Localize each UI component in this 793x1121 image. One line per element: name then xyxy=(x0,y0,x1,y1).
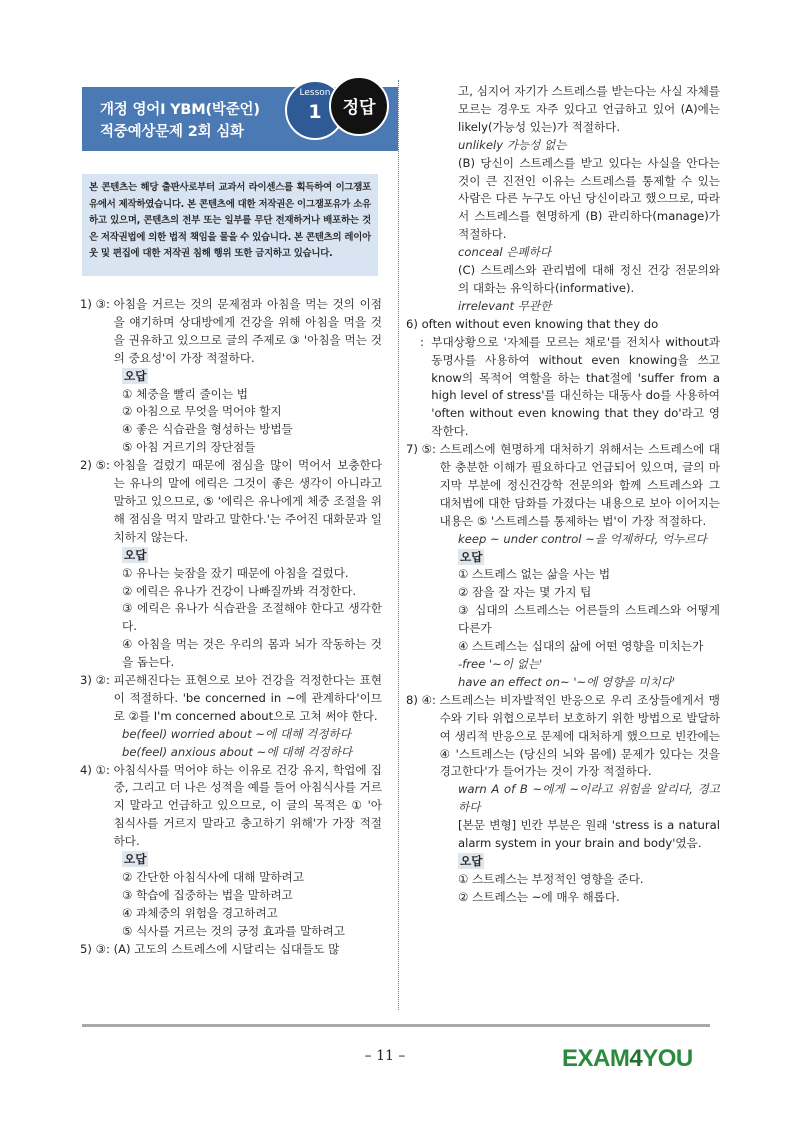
logo-text-exam: EXAM xyxy=(562,1045,630,1072)
answer-label: 정답 xyxy=(342,98,376,118)
answer-number: 2) ⑤: xyxy=(80,458,114,473)
logo-text-you: YOU xyxy=(642,1045,693,1072)
option-line: ② 잠을 잘 자는 몇 가지 팁 xyxy=(458,585,592,600)
lesson-label: Lesson xyxy=(299,88,331,98)
vocab-note: conceal 은폐하다 xyxy=(458,245,552,260)
column-divider xyxy=(398,80,399,1010)
answer-explanation-b: (B) 당신이 스트레스를 받고 있다는 사실을 안다는 것이 큰 진전인 이유는 스트레스를 통제할 수 있는 사람은 다른 누구도 아닌 당신이라고 했으므로, 따라서 스트레스를 현명하게 (B) 관리하다(manage)가 적절하다. xyxy=(458,155,720,242)
wrong-answer-tag: 오답 xyxy=(124,368,147,383)
answer-text: often without even knowing that they do xyxy=(421,316,659,331)
variant-note: [본문 변형] 빈칸 부분은 원래 'stress is a natural alarm system in your brain and body'였음. xyxy=(458,818,720,851)
answer-badge xyxy=(329,76,389,136)
answer-number: 1) ③: xyxy=(80,297,114,311)
answer-item-6 xyxy=(406,316,720,334)
right-column xyxy=(406,83,720,907)
exam4you-logo xyxy=(562,1045,693,1073)
answer-item-6-explain: : 부대상황으로 '자체를 모르는 채로'를 전치사 without과 동명사를 사용하여 without even knowing을 쓰고 know의 목적어 역할을 하는 that절에 'suffer from a high level of stress'를 대신하는 대동사 do를 사용하여 'often without even knowing that they do'라고 영작한다. xyxy=(420,334,720,441)
option-line: ② 스트레스는 ~에 매우 해롭다. xyxy=(458,889,620,904)
vocab-note: irrelevant 무관한 xyxy=(458,298,552,313)
answer-explanation-c: (C) 스트레스와 관리법에 대해 정신 건강 전문의와의 대화는 유익하다(informative). xyxy=(458,263,720,295)
answer-item-2 xyxy=(80,457,382,547)
option-line: ⑤ 식사를 거르는 것의 긍정 효과를 말하려고 xyxy=(122,923,345,938)
answer-item-7 xyxy=(406,441,720,531)
wrong-answer-tag: 오답 xyxy=(460,853,483,868)
answer-item-4 xyxy=(80,762,382,852)
option-line: ⑤ 아침 거르기의 장단점들 xyxy=(122,440,256,455)
answer-number: 6) xyxy=(406,316,422,331)
option-line: ② 아침으로 무엇을 먹어야 할지 xyxy=(122,404,282,419)
option-line: ④ 아침을 먹는 것은 우리의 몸과 뇌가 작동하는 것을 돕는다. xyxy=(122,637,382,670)
wrong-answer-tag: 오답 xyxy=(124,547,147,562)
vocab-note: keep ~ under control ~을 억제하다, 억누르다 xyxy=(458,531,707,546)
vocab-note: have an effect on~ '~에 영향을 미치다' xyxy=(458,674,676,689)
answer-item-5 xyxy=(80,941,382,959)
wrong-answer-tag: 오답 xyxy=(124,852,147,867)
answer-number: 3) ②: xyxy=(80,673,114,688)
vocab-note: be(feel) anxious about ~에 대해 걱정하다 xyxy=(122,744,353,759)
left-column xyxy=(80,296,382,959)
page-number: – 11 – xyxy=(364,1048,406,1064)
answer-number: 4) ①: xyxy=(80,762,114,777)
option-line: ③ 에릭은 유나가 식습관을 조절해야 한다고 생각한다. xyxy=(122,601,382,634)
answer-explanation: 아침을 거르는 것의 문제점과 아침을 먹는 것의 이점을 얘기하며 상대방에게 건강을 위해 아침을 먹을 것을 권유하고 있으므로 글의 주제로 ③ '아침을 먹는 것의 중요성'이 가장 적절하다. xyxy=(113,297,382,365)
option-line: ② 간단한 아침식사에 대해 말하려고 xyxy=(122,870,304,884)
answer-explanation: 스트레스에 현명하게 대처하기 위해서는 스트레스에 대한 충분한 이해가 필요하다고 언급되어 있으며, 글의 마지막 부분에 정신건강학 전문의와 함께 스트레스와 그 대처법에 대한 담화를 가졌다는 내용으로 보아 이어지는 내용은 ⑤ '스트레스를 통제하는 법'이 가장 적절하다. xyxy=(439,442,720,528)
document-title xyxy=(100,99,260,143)
option-line: ① 유나는 늦잠을 잤기 때문에 아침을 걸렀다. xyxy=(122,565,349,580)
title-line-2: 적중예상문제 2회 심화 xyxy=(100,124,244,140)
answer-item-8 xyxy=(406,692,720,782)
answer-number: 7) ⑤: xyxy=(406,442,440,457)
option-line: ① 체중을 빨리 줄이는 법 xyxy=(122,386,248,401)
option-line: ③ 학습에 집중하는 법을 말하려고 xyxy=(122,887,293,902)
answer-explanation: 부대상황으로 '자체를 모르는 채로'를 전치사 without과 동명사를 사용하여 without even knowing을 쓰고 know의 목적어 역할을 하는 that절에 'suffer from a high level of stress'를 대신하는 대동사 do를 사용하여 'often without even knowing that they do'라고 영작한다. xyxy=(431,334,720,439)
option-line: ③ 십대의 스트레스는 어른들의 스트레스와 어떻게 다른가 xyxy=(458,603,720,636)
answer-number: 5) ③: xyxy=(80,941,114,956)
answer-explanation: 아침을 걸렀기 때문에 점심을 많이 먹어서 보충한다는 유나의 말에 에릭은 그것이 좋은 생각이 아니라고 말하고 있으므로, ⑤ '에릭은 유나에게 체중 조절을 위해 점심을 먹지 말라고 말한다.'는 주어진 대화문과 일치하지 않는다. xyxy=(113,458,382,544)
lesson-number: 1 xyxy=(308,101,322,123)
answer-explanation: 스트레스는 비자발적인 반응으로 우리 조상들에게서 맹수와 기타 위협으로부터 보호하기 위한 방법으로 발달하여 생리적 반응으로 문제에 대처하게 했으므로 빈칸에는 ④ '스트레스는 (당신의 뇌와 몸에) 문제가 있다는 것을 경고한다'가 들어가는 것이 가장 적절하다. xyxy=(439,692,720,779)
answer-explanation: 피곤해진다는 표현으로 보아 건강을 걱정한다는 표현이 적절하다. 'be concerned in ~에 관계하다'이므로 ②를 I'm concerned about으로 고쳐 써야 한다. xyxy=(113,673,382,723)
wrong-answer-tag: 오답 xyxy=(460,549,483,564)
footer-rule xyxy=(82,1024,710,1027)
answer-number: 8) ④: xyxy=(406,692,440,707)
vocab-note: unlikely 가능성 없는 xyxy=(458,137,567,152)
option-line: ① 스트레스는 부정적인 영향을 준다. xyxy=(458,871,644,886)
vocab-note: warn A of B ~에게 ~이라고 위험을 알리다, 경고하다 xyxy=(458,782,720,815)
answer-item-1 xyxy=(80,296,382,368)
answer-item-3 xyxy=(80,672,382,726)
vocab-note: be(feel) worried about ~에 대해 걱정하다 xyxy=(122,726,351,741)
option-line: ② 에릭은 유나가 건강이 나빠질까봐 걱정한다. xyxy=(122,583,357,598)
answer-explanation-continued: 고, 심지어 자기가 스트레스를 받는다는 사실 자체를 모르는 경우도 자주 있다고 언급하고 있어 (A)에는 likely(가능성 있는)가 적절하다. xyxy=(458,84,720,134)
option-line: ① 스트레스 없는 삶을 사는 법 xyxy=(458,567,611,582)
answer-explanation: 아침식사를 먹어야 하는 이유로 건강 유지, 학업에 집중, 그리고 더 나은 성적을 예를 들어 아침식사를 거르지 말라고 언급하고 있으므로, 이 글의 목적은 ① '아침식사를 거르지 말라고 충고하기 위해'가 가장 적절하다. xyxy=(113,762,382,849)
vocab-note: -free '~이 없는' xyxy=(458,657,543,671)
copyright-notice xyxy=(82,174,378,276)
option-line: ④ 스트레스는 십대의 삶에 어떤 영향을 미치는가 xyxy=(458,639,704,654)
title-line-1: 개정 영어I YBM(박준언) xyxy=(100,102,260,118)
option-line: ④ 좋은 식습관을 형성하는 방법들 xyxy=(122,422,293,437)
option-line: ④ 과체중의 위험을 경고하려고 xyxy=(122,905,278,920)
copyright-notice-text: 본 콘텐츠는 해당 출판사로부터 교과서 라이센스를 획득하여 이그잼포유에서 제작하였습니다. 본 콘텐츠에 대한 저작권은 이그잼포유가 소유하고 있으며, 콘텐츠의 전부 또는 일부를 무단 전재하거나 배포하는 것은 저작권법에 의한 법적 책임을 물을 수 있습니다. 본 콘텐츠의 레이아웃 및 편집에 대한 저작권 침해 행위 또한 금지하고 있습니다. xyxy=(89,182,371,260)
logo-text-four: 4 xyxy=(629,1045,643,1072)
answer-explanation: (A) 고도의 스트레스에 시달리는 십대들도 많 xyxy=(113,941,340,956)
